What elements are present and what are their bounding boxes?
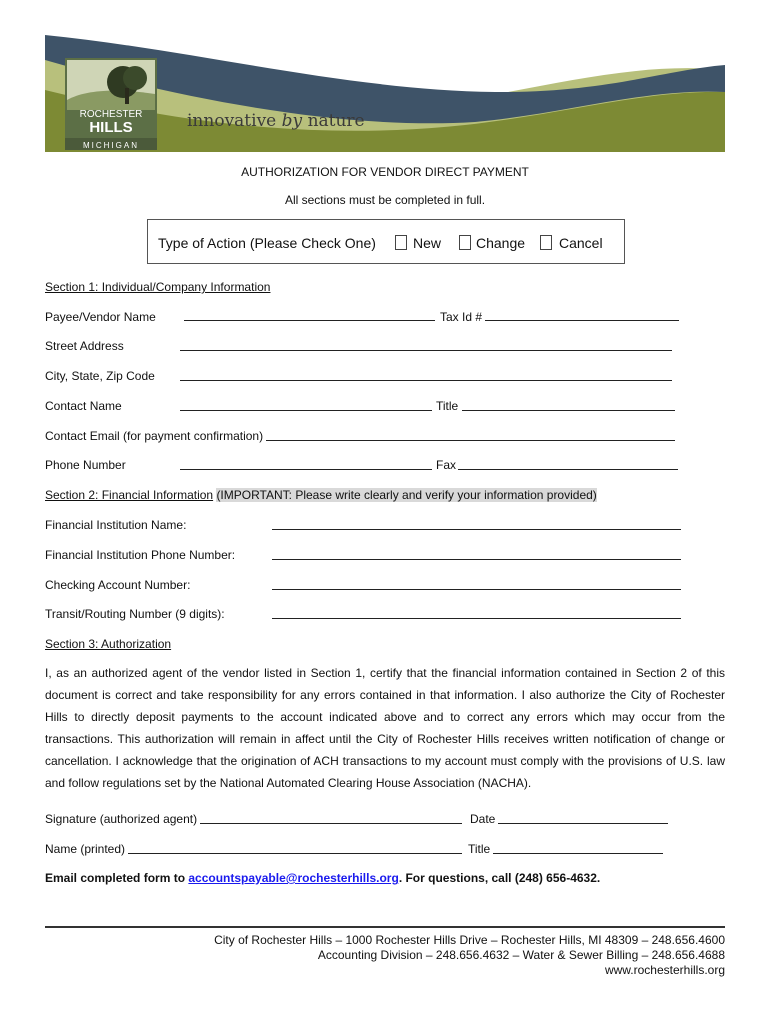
- fax-field[interactable]: [458, 469, 678, 470]
- street-field[interactable]: [180, 350, 672, 351]
- change-checkbox[interactable]: [459, 235, 471, 250]
- date-field[interactable]: [498, 823, 668, 824]
- contact-title-label: Title: [436, 399, 459, 413]
- section2-heading: Section 2: Financial Information: [45, 488, 214, 502]
- signer-title-field[interactable]: [493, 853, 663, 854]
- form-subtitle: All sections must be completed in full.: [284, 193, 486, 207]
- city-banner-logo: [45, 30, 725, 152]
- tax-id-label: Tax Id #: [440, 310, 483, 324]
- type-of-action-box: [147, 219, 625, 264]
- street-label: Street Address: [45, 339, 124, 353]
- city-label: City, State, Zip Code: [45, 369, 155, 383]
- section3-heading: Section 3: Authorization: [45, 637, 172, 651]
- routing-label: Transit/Routing Number (9 digits):: [45, 607, 225, 621]
- email-instruction: [45, 871, 600, 885]
- contact-label: Contact Name: [45, 399, 122, 413]
- cancel-option-label: Cancel: [559, 235, 603, 251]
- contact-field[interactable]: [180, 410, 432, 411]
- authorization-paragraph: I, as an authorized agent of the vendor listed in Section 1, certify that the financial information contained in Section 2 of this document is correct and take responsibility for any errors contained in that information. I also authorize the City of Rochester Hills to directly deposit payments to the account indicated above and to correct any errors which may occur from the transactions. This authorization will remain in affect until the City of Rochester Hills receives written notification of change or cancellation. I acknowledge that the origination of ACH transactions to my account must comply with the provisions of U.S. law and follow regulations set by the National Automated Clearing House Association (NACHA).: [45, 666, 725, 790]
- logo-text-rochester: ROCHESTER: [79, 109, 143, 120]
- tagline: [187, 111, 365, 131]
- type-of-action-label: Type of Action (Please Check One): [158, 235, 376, 251]
- change-option-label: Change: [476, 235, 526, 251]
- signature-field[interactable]: [200, 823, 462, 824]
- institution-label: Financial Institution Name:: [45, 518, 187, 532]
- email-instruction-suffix: . For questions, call (248) 656-4632.: [398, 871, 601, 885]
- section2-heading-row: [45, 488, 597, 502]
- logo-text-hills: HILLS: [89, 119, 133, 136]
- fax-label: Fax: [436, 458, 457, 472]
- footer-phones: Accounting Division – 248.656.4632 – Water & Sewer Billing – 248.656.4688: [317, 948, 725, 962]
- email-instruction-prefix: Email completed form to: [45, 871, 186, 885]
- phone-label: Phone Number: [45, 458, 126, 472]
- footer-address: City of Rochester Hills – 1000 Rochester Hills Drive – Rochester Hills, MI 48309 – 248.656.4600: [214, 933, 725, 947]
- footer-website: www.rochesterhills.org: [604, 963, 725, 977]
- checking-label: Checking Account Number:: [45, 578, 191, 592]
- logo-text-michigan: MICHIGAN: [83, 141, 139, 150]
- section2-important-note: (IMPORTANT: Please write clearly and verify your information provided): [216, 488, 597, 502]
- new-option-label: New: [413, 235, 442, 251]
- city-field[interactable]: [180, 380, 672, 381]
- accounts-payable-email-link[interactable]: accountspayable@rochesterhills.org: [188, 871, 399, 885]
- tagline-by: by: [281, 111, 303, 131]
- cancel-checkbox[interactable]: [540, 235, 552, 250]
- contact-title-field[interactable]: [462, 410, 675, 411]
- payee-field[interactable]: [184, 320, 435, 321]
- name-printed-field[interactable]: [128, 853, 462, 854]
- signer-title-label: Title: [468, 842, 491, 856]
- routing-field[interactable]: [272, 618, 681, 619]
- checking-field[interactable]: [272, 589, 681, 590]
- payee-label: Payee/Vendor Name: [45, 310, 156, 324]
- institution-phone-label: Financial Institution Phone Number:: [45, 548, 236, 562]
- date-label: Date: [470, 812, 496, 826]
- institution-field[interactable]: [272, 529, 681, 530]
- signature-label: Signature (authorized agent): [45, 812, 198, 826]
- institution-phone-field[interactable]: [272, 559, 681, 560]
- phone-field[interactable]: [180, 469, 432, 470]
- form-title: AUTHORIZATION FOR VENDOR DIRECT PAYMENT: [241, 165, 529, 179]
- email-label: Contact Email (for payment confirmation): [45, 429, 264, 443]
- section1-heading: Section 1: Individual/Company Information: [45, 280, 271, 294]
- tagline-innovative: innovative: [187, 111, 277, 131]
- name-printed-label: Name (printed): [45, 842, 126, 856]
- tagline-nature: nature: [307, 111, 365, 131]
- footer-divider: [45, 926, 725, 928]
- footer: [214, 933, 725, 978]
- tax-id-field[interactable]: [485, 320, 679, 321]
- new-checkbox[interactable]: [395, 235, 407, 250]
- email-field[interactable]: [266, 440, 675, 441]
